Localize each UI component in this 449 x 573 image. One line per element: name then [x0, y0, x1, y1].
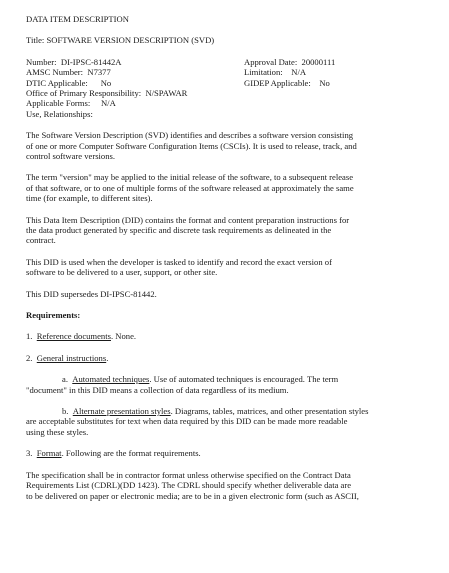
text-line: are acceptable substitutes for text when data required by this DID can be made more readable [26, 416, 348, 427]
text-line: software to be delivered to a user, support, or other site. [26, 267, 218, 278]
text-line: This DID is used when the developer is tasked to identify and record the exact version of [26, 256, 332, 267]
office-value: N/SPAWAR [145, 87, 188, 98]
requirement-title: Automated techniques [72, 374, 150, 385]
requirement-title: General instructions [36, 352, 107, 363]
text-line: of one or more Computer Software Configuration Items (CSCIs). It is used to release, track, and [26, 140, 357, 151]
requirement-text: . [106, 352, 109, 363]
requirement-number: b. [62, 406, 69, 417]
text-line: The specification shall be in contractor format unless otherwise specified on the Contract Data [26, 469, 351, 480]
text-line: control software versions. [26, 150, 116, 161]
requirement-text: . Diagrams, tables, matrices, and other presentation styles [170, 406, 369, 417]
meta-row-forms [26, 98, 430, 108]
forms-label: Applicable Forms: [26, 98, 91, 109]
paragraph-version-term [26, 172, 430, 203]
text-line: The term "version" may be applied to the initial release of the software, to a subsequent release [26, 172, 354, 183]
limitation-label: Limitation: [244, 67, 283, 78]
requirement-title: Alternate presentation styles [72, 406, 171, 417]
text-line: using these styles. [26, 426, 89, 437]
requirement-number: 2. [26, 352, 33, 363]
forms-value: N/A [100, 98, 116, 109]
dtic-label: DTIC Applicable: [26, 77, 88, 88]
meta-row-use [26, 109, 430, 119]
doc-title-line [26, 35, 430, 45]
requirement-text: . Use of automated techniques is encouraged. The term [149, 374, 339, 385]
meta-row-office [26, 88, 430, 98]
text-line: time (for example, to different sites). [26, 193, 153, 204]
title-value: SOFTWARE VERSION DESCRIPTION (SVD) [46, 35, 215, 46]
requirement-3 [26, 448, 430, 458]
requirement-text: . None. [110, 331, 137, 342]
text-line: "document" in this DID means a collection of data regardless of its medium. [26, 384, 289, 395]
document-page [26, 14, 430, 501]
paragraph-did-usage [26, 257, 430, 278]
text-line: the data product generated by specific and discrete task requirements as delineated in the [26, 225, 332, 235]
requirement-2a [26, 374, 430, 395]
text-line: The Software Version Description (SVD) identifies and describes a software version consisting [26, 130, 354, 141]
requirement-number: 3. [26, 448, 33, 459]
paragraph-format-spec [26, 470, 430, 501]
paragraph-svd-intro [26, 130, 430, 161]
meta-row-dtic [26, 78, 430, 88]
doc-type-heading: DATA ITEM DESCRIPTION [26, 14, 129, 24]
gidep-value: No [319, 77, 330, 88]
requirement-title: Format [36, 448, 62, 459]
requirement-2b [26, 406, 430, 437]
number-label: Number: [26, 56, 57, 67]
requirement-1 [26, 331, 430, 341]
meta-row-amsc [26, 67, 430, 77]
requirement-text: . Following are the format requirements. [61, 448, 201, 459]
requirements-heading: Requirements: [26, 310, 81, 321]
text-line: of that software, or to one of multiple forms of the software released at approximately the same [26, 182, 354, 193]
title-label: Title: [26, 35, 45, 46]
requirement-2 [26, 353, 430, 363]
dtic-value: No [100, 77, 112, 88]
requirement-number: a. [62, 374, 68, 385]
paragraph-supersedes: This DID supersedes DI-IPSC-81442. [26, 288, 157, 299]
number-value: DI-IPSC-81442A [60, 56, 122, 67]
gidep-label: GIDEP Applicable: [244, 77, 311, 88]
use-label: Use, Relationships: [26, 108, 93, 119]
text-line: Requirements List (CDRL)(DD 1423). The CDRL should specify whether deliverable data are [26, 480, 352, 491]
limitation-value: N/A [291, 67, 307, 78]
paragraph-did-contents [26, 215, 430, 246]
approval-label: Approval Date: [244, 56, 298, 67]
requirement-number: 1. [26, 331, 33, 342]
amsc-value: N7377 [87, 67, 111, 78]
text-line: contract. [26, 235, 56, 246]
office-label: Office of Primary Responsibility: [26, 87, 142, 98]
requirement-title: Reference documents [36, 331, 111, 342]
text-line: to be delivered on paper or electronic media; are to be in a given electronic form (such as ASCII, [26, 490, 359, 501]
amsc-label: AMSC Number: [26, 67, 84, 78]
meta-row-number [26, 57, 430, 67]
text-line: This Data Item Description (DID) contains the format and content preparation instructions for [26, 214, 350, 225]
approval-value: 20000111 [301, 56, 336, 67]
